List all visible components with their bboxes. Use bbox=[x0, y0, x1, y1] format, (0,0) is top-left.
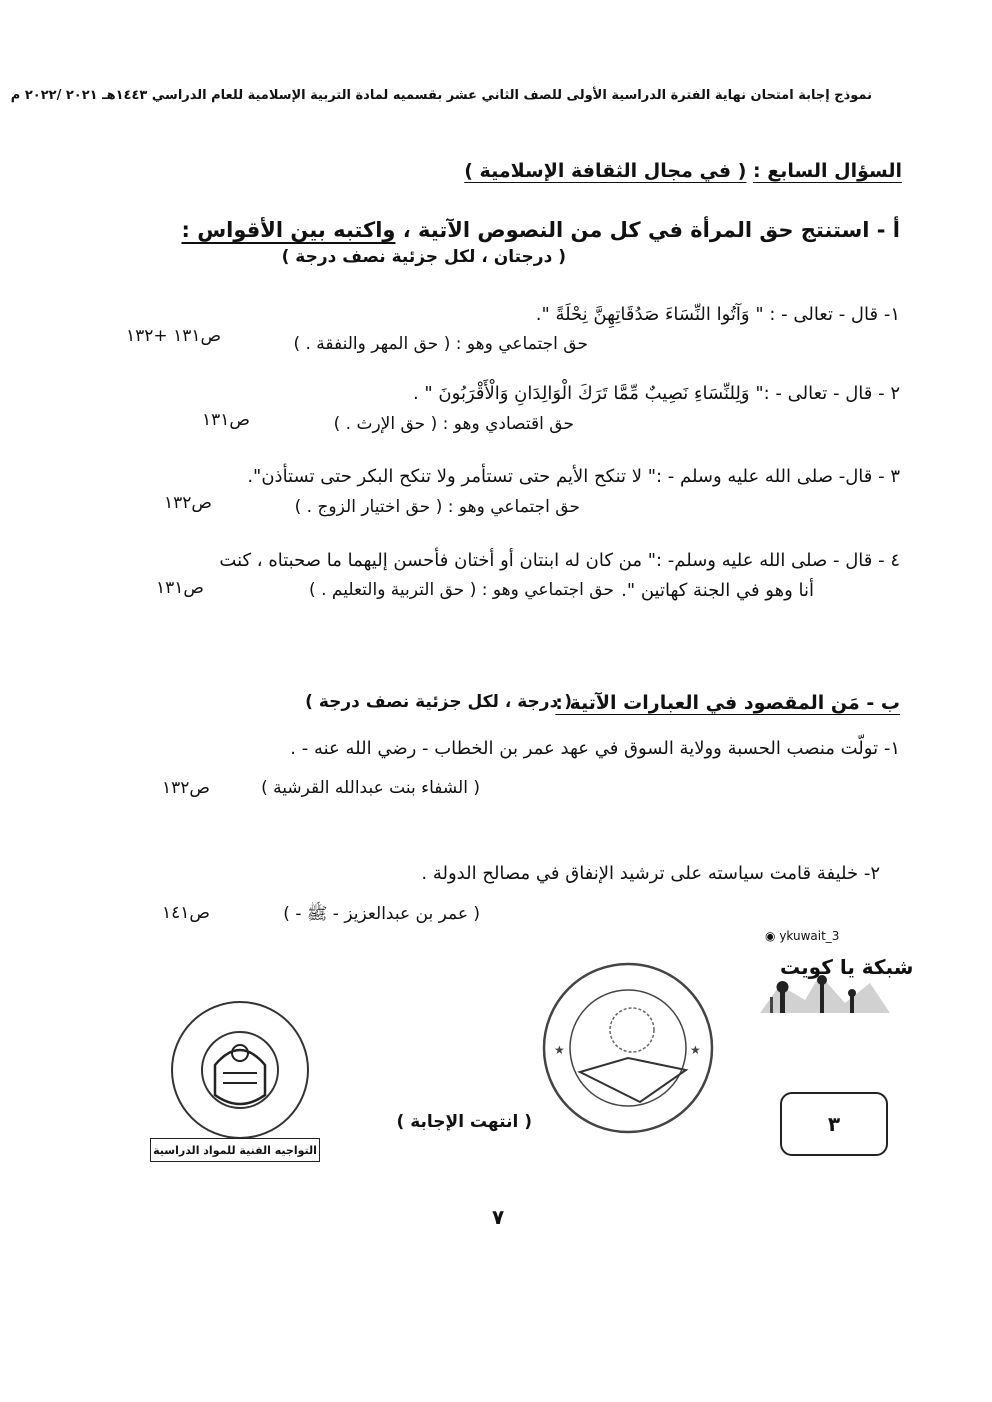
section-a-item-4-answer: حق اجتماعي وهو : ( حق التربية والتعليم . ) bbox=[309, 580, 614, 600]
section-a-title bbox=[181, 218, 900, 242]
question-label: السؤال السابع : bbox=[753, 160, 902, 182]
committee-stamp bbox=[540, 960, 716, 1136]
end-of-answers: ( انتهت الإجابة ) bbox=[396, 1112, 532, 1132]
svg-text:★: ★ bbox=[554, 1043, 565, 1057]
social-handle-text: ykuwait_3 bbox=[779, 929, 840, 943]
section-b-item-1-ref: ص١٣٢ bbox=[162, 778, 210, 798]
section-a-title-start: أ - استنتج حق المرأة في كل من النصوص الآتية ، bbox=[395, 218, 900, 242]
section-b-item-1-answer: ( الشفاء بنت عبدالله القرشية ) bbox=[261, 778, 480, 798]
section-a-item-1-ref: ص١٣١ +١٣٢ bbox=[126, 326, 222, 346]
section-a-item-4-text-continued: أنا وهو في الجنة كهاتين ". bbox=[621, 580, 814, 601]
section-a-item-2-text: ٢ - قال - تعالى - :" وَلِلنِّسَاءِ نَصِيبٌ مِّمَّا تَرَكَ الْوَالِدَانِ وَالْأَقْرَبُونَ " . bbox=[412, 383, 900, 404]
section-a-item-3-answer: حق اجتماعي وهو : ( حق اختيار الزوج . ) bbox=[294, 497, 580, 517]
section-a-item-3-ref: ص١٣٢ bbox=[164, 493, 212, 513]
section-a-title-end: واكتبه بين الأقواس : bbox=[181, 218, 396, 242]
section-b-title: ب - مَن المقصود في العبارات الآتية : bbox=[555, 692, 900, 714]
section-a-item-4-ref: ص١٣١ bbox=[156, 578, 204, 598]
document-header: نموذج إجابة امتحان نهاية الفترة الدراسية الأولى للصف الثاني عشر بقسميه لمادة التربية الإسلامية للعام الدراسي ١٤٤٣هـ ٢٠٢١ /٢٠٢٢ م bbox=[10, 88, 872, 103]
question-topic: ( في مجال الثقافة الإسلامية ) bbox=[464, 160, 747, 182]
section-b-item-2-ref: ص١٤١ bbox=[162, 903, 210, 923]
score-box: ٣ bbox=[780, 1092, 888, 1156]
page-number: ٧ bbox=[492, 1205, 505, 1229]
section-a-marks: ( درجتان ، لكل جزئية نصف درجة ) bbox=[281, 247, 566, 267]
section-b-item-2-answer: ( عمر بن عبدالعزيز - ﷺ - ) bbox=[283, 904, 480, 924]
section-a-item-4-text: ٤ - قال - صلى الله عليه وسلم- :" من كان له ابنتان أو أختان فأحسن إليهما ما صحبتاه ، كنت bbox=[219, 550, 900, 571]
section-b-marks: ( درجة ، لكل جزئية نصف درجة ) bbox=[305, 692, 572, 712]
section-b-item-2-text: ٢- خليفة قامت سياسته على ترشيد الإنفاق في مصالح الدولة . bbox=[421, 863, 880, 884]
section-a-item-2-ref: ص١٣١ bbox=[202, 410, 250, 430]
section-a-item-3-text: ٣ - قال- صلى الله عليه وسلم - :" لا تنكح الأيم حتى تستأمر ولا تنكح البكر حتى تستأذن". bbox=[247, 466, 900, 487]
svg-text:★: ★ bbox=[690, 1043, 701, 1057]
ministry-seal bbox=[165, 995, 315, 1145]
section-b-item-1-text: ١- تولّت منصب الحسبة وولاية السوق في عهد عمر بن الخطاب - رضي الله عنه - . bbox=[290, 738, 900, 759]
question-heading bbox=[464, 160, 902, 182]
department-label: التواجيه الفنية للمواد الدراسية bbox=[150, 1138, 320, 1162]
instagram-icon: ◉ bbox=[765, 929, 776, 943]
brand-name: شبكة يا كويت bbox=[780, 955, 914, 979]
section-a-item-1-answer: حق اجتماعي وهو : ( حق المهر والنفقة . ) bbox=[293, 334, 588, 354]
section-a-item-1-text: ١- قال - تعالى - : " وَآتُوا النِّسَاءَ صَدُقَاتِهِنَّ نِحْلَةً ". bbox=[535, 304, 900, 325]
section-a-item-2-answer: حق اقتصادي وهو : ( حق الإرث . ) bbox=[333, 414, 574, 434]
